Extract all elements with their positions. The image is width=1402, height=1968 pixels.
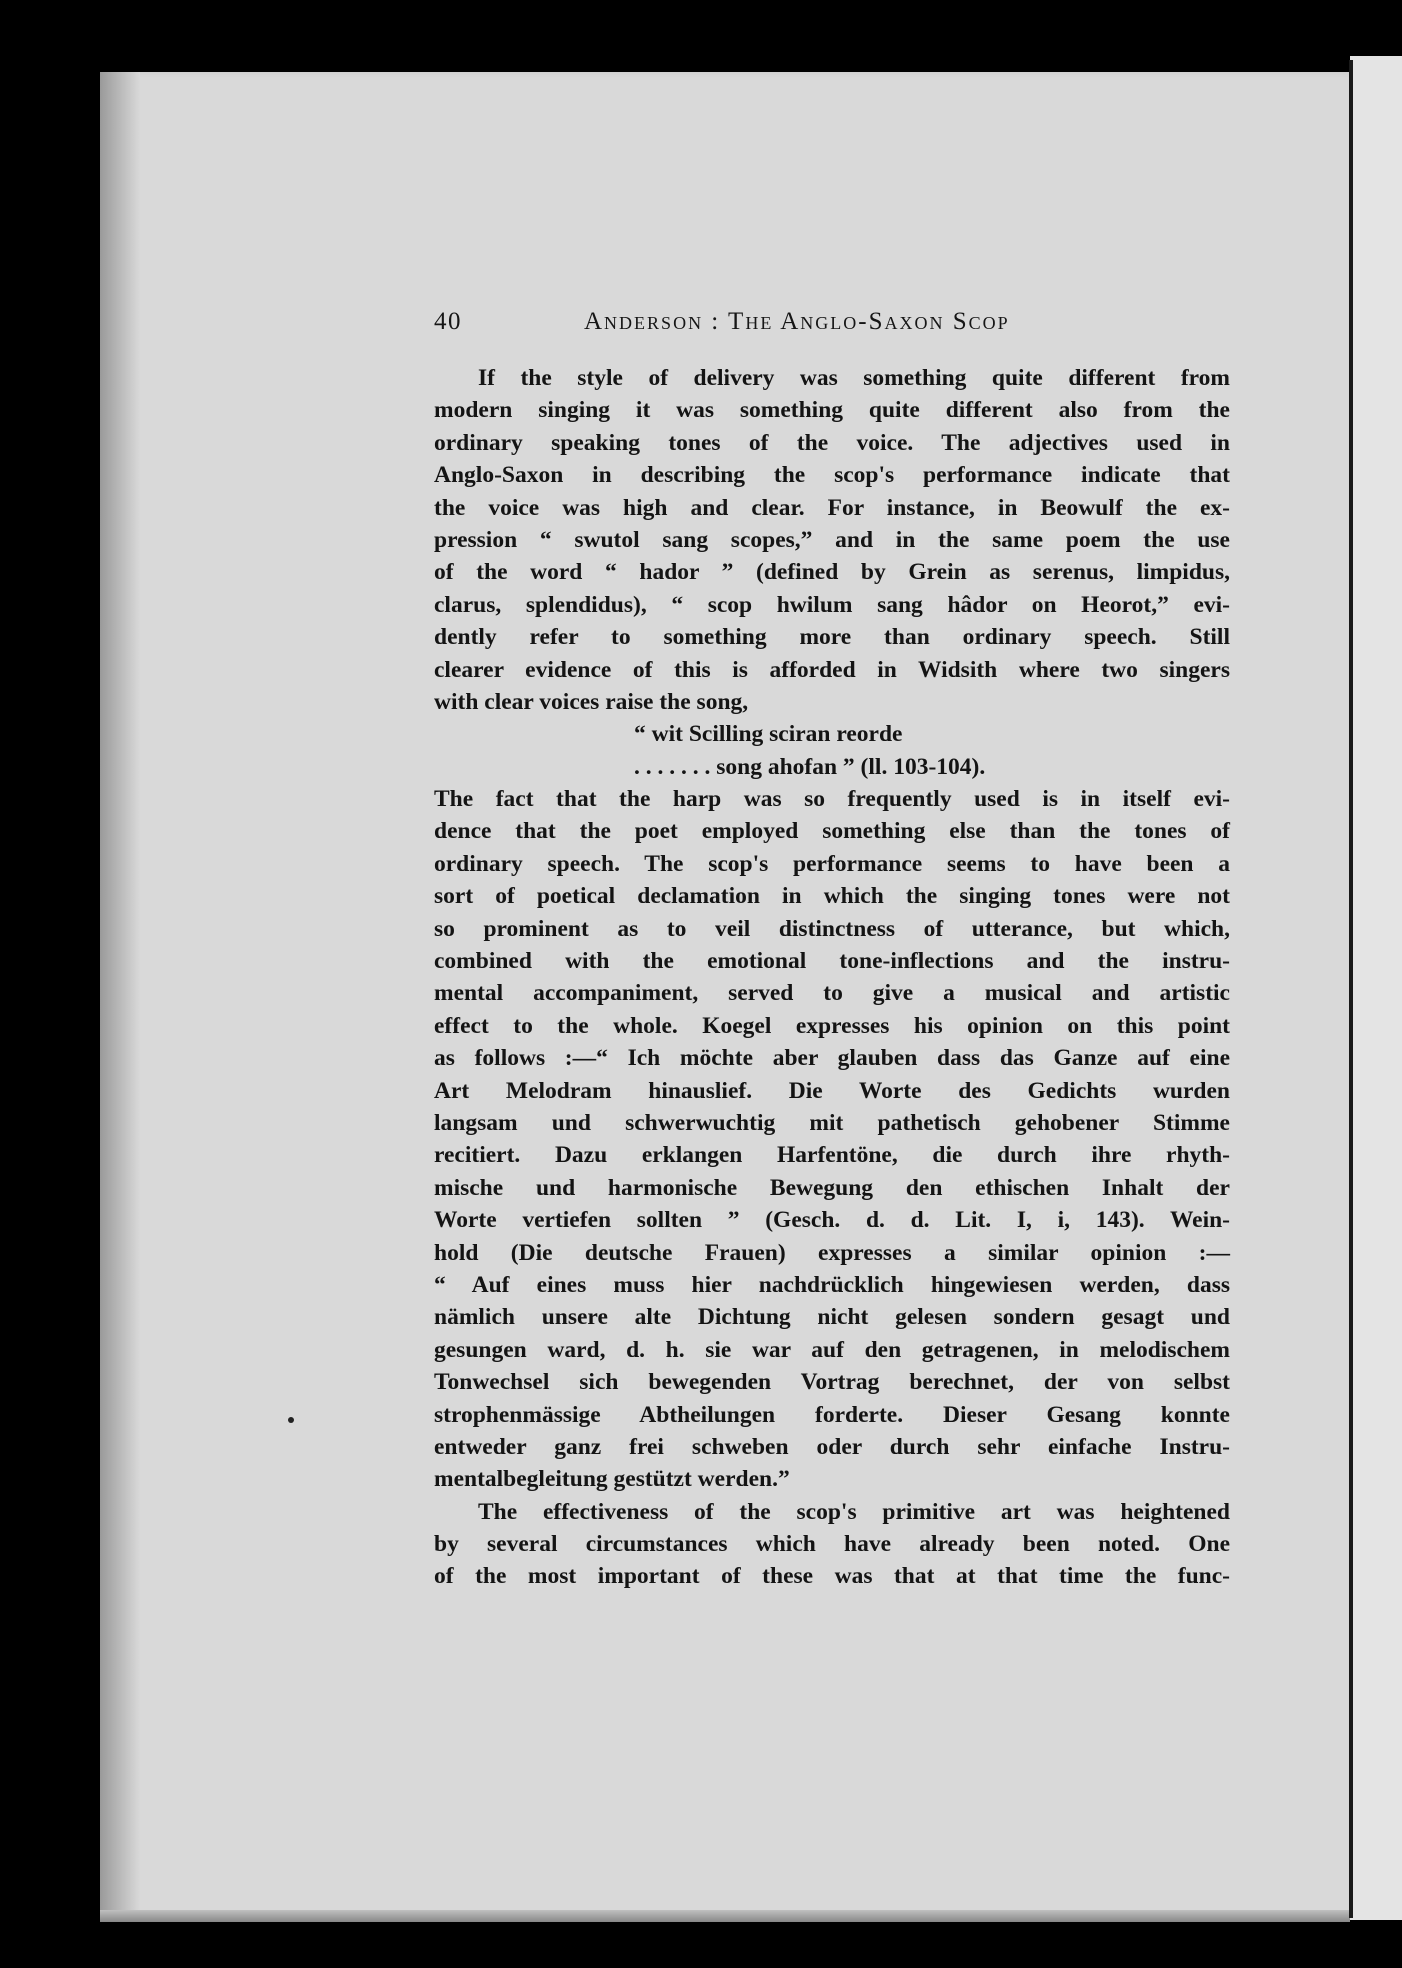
text-line: of the word “ hador ” (defined by Grein as serenus, limpidus, bbox=[434, 559, 1230, 586]
text-line: nämlich unsere alte Dichtung nicht gelesen sondern gesagt und bbox=[434, 1304, 1230, 1331]
text-line: If the style of delivery was something quite different from bbox=[478, 365, 1230, 391]
text-line: mentalbegleitung gestützt werden.” bbox=[434, 1466, 790, 1493]
page-number: 40 bbox=[434, 308, 462, 335]
verse-line: “ wit Scilling sciran reorde bbox=[634, 721, 903, 748]
page-bottom-edge bbox=[100, 1910, 1350, 1922]
text-line: Anglo-Saxon in describing the scop's performance indicate that bbox=[434, 462, 1230, 489]
text-line: sort of poetical declamation in which the singing tones were not bbox=[434, 883, 1230, 910]
text-line: Art Melodram hinauslief. Die Worte des Gedichts wurden bbox=[434, 1077, 1230, 1104]
text-line: modern singing it was something quite different also from the bbox=[434, 397, 1230, 424]
scan-speck bbox=[288, 1417, 294, 1423]
page-gutter bbox=[1349, 60, 1353, 1918]
text-line: mische und harmonische Bewegung den ethischen Inhalt der bbox=[434, 1174, 1230, 1201]
text-line: dence that the poet employed something else than the tones of bbox=[434, 818, 1230, 845]
text-line: so prominent as to veil distinctness of utterance, but which, bbox=[434, 915, 1230, 942]
text-line: hold (Die deutsche Frauen) expresses a similar opinion :— bbox=[434, 1239, 1230, 1266]
text-line: with clear voices raise the song, bbox=[434, 688, 749, 715]
text-line: as follows :—“ Ich möchte aber glauben dass das Ganze auf eine bbox=[434, 1045, 1230, 1072]
verse-line: . . . . . . . song ahofan ” (ll. 103-104). bbox=[634, 753, 986, 780]
page-header bbox=[434, 308, 1230, 344]
body-text bbox=[434, 362, 1230, 1593]
text-line: of the most important of these was that at that time the func- bbox=[434, 1563, 1230, 1590]
text-line: ordinary speech. The scop's performance seems to have been a bbox=[434, 850, 1230, 877]
text-line: the voice was high and clear. For instance, in Beowulf the ex- bbox=[434, 494, 1230, 521]
text-line: Tonwechsel sich bewegenden Vortrag berechnet, der von selbst bbox=[434, 1369, 1230, 1396]
text-line: entweder ganz frei schweben oder durch sehr einfache Instru- bbox=[434, 1433, 1230, 1460]
text-line: The effectiveness of the scop's primitive art was heightened bbox=[478, 1498, 1230, 1525]
page-binding-shadow bbox=[100, 72, 140, 1922]
text-line: gesungen ward, d. h. sie war auf den getragenen, in melodischem bbox=[434, 1336, 1230, 1363]
text-line: pression “ swutol sang scopes,” and in the same poem the use bbox=[434, 526, 1230, 553]
text-line: ordinary speaking tones of the voice. The adjectives used in bbox=[434, 429, 1230, 456]
text-line: by several circumstances which have already been noted. One bbox=[434, 1531, 1230, 1558]
facing-page-edge bbox=[1350, 56, 1402, 1920]
text-line: clearer evidence of this is afforded in Widsith where two singers bbox=[434, 656, 1230, 683]
text-line: langsam und schwerwuchtig mit pathetisch gehobener Stimme bbox=[434, 1109, 1230, 1136]
text-line: combined with the emotional tone-inflections and the instru- bbox=[434, 948, 1230, 975]
text-line: dently refer to something more than ordinary speech. Still bbox=[434, 624, 1230, 651]
text-line: mental accompaniment, served to give a musical and artistic bbox=[434, 980, 1230, 1007]
text-line: “ Auf eines muss hier nachdrücklich hingewiesen werden, dass bbox=[434, 1271, 1230, 1298]
text-line: Worte vertiefen sollten ” (Gesch. d. d. Lit. I, i, 143). Wein- bbox=[434, 1207, 1230, 1234]
running-head: Anderson : The Anglo-Saxon Scop bbox=[584, 308, 1010, 335]
text-line: recitiert. Dazu erklangen Harfentöne, die durch ihre rhyth- bbox=[434, 1142, 1230, 1169]
text-line: strophenmässige Abtheilungen forderte. Dieser Gesang konnte bbox=[434, 1401, 1230, 1428]
text-line: effect to the whole. Koegel expresses his opinion on this point bbox=[434, 1012, 1230, 1039]
text-line: The fact that the harp was so frequently used is in itself evi- bbox=[434, 786, 1230, 813]
text-line: clarus, splendidus), “ scop hwilum sang hâdor on Heorot,” evi- bbox=[434, 591, 1230, 618]
